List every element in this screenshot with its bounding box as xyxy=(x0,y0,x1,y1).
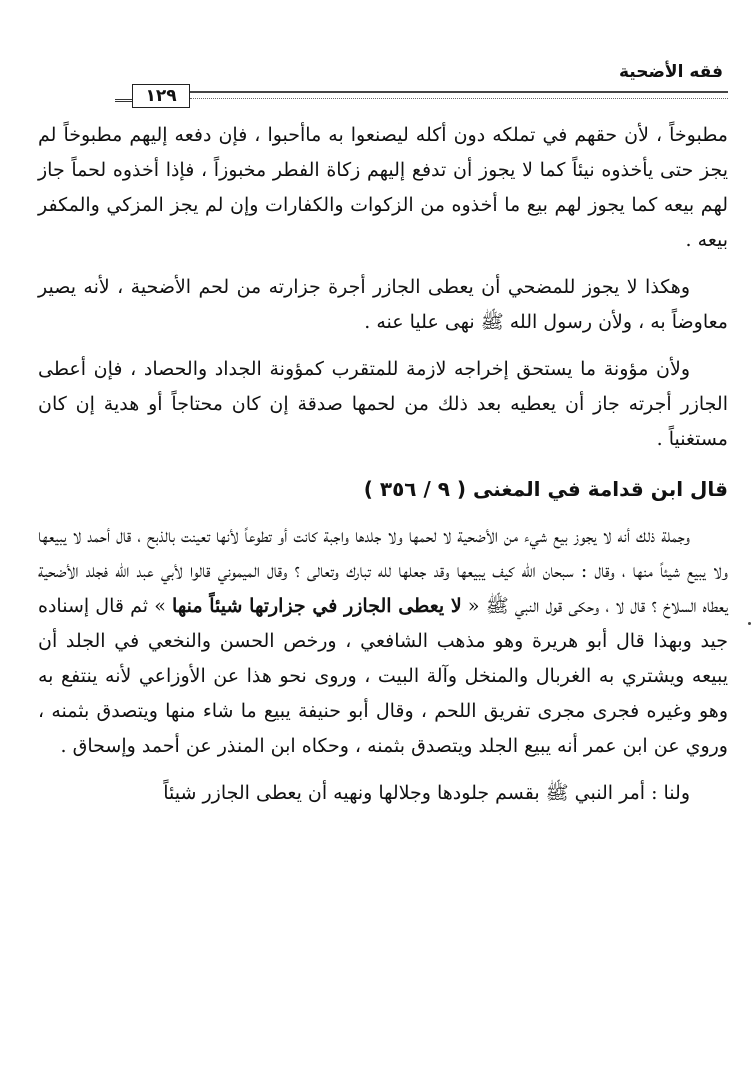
paragraph-3: ولأن مؤونة ما يستحق إخراجه لازمة للمتقرب كمؤونة الجداد والحصاد ، فإن أعطى الجازر أجرته جاز أن يعطيه بعد ذلك من لحمها صدقة إن كان محتاجاً أو هدية إن كان مستغنياً . xyxy=(38,358,728,450)
last-paragraph: ولنا : أمر النبي ﷺ بقسم جلودها وجلالها ونهيه أن يعطى الجازر شيئاً xyxy=(163,782,690,804)
paragraph-1: مطبوخاً ، لأن حقهم في تملكه دون أكله ليصنعوا به ماأحبوا ، فإن دفعه إليهم مطبوخاً لم يجز حتى يأخذوه نيئاً كما لا يجوز أن تدفع إليهم زكاة الفطر مخبوزاً ، فإذا أخذوه لحماً جاز لهم بيعه كما يجوز لهم بيع ما أخذوه من الزكوات والكفارات وإن لم يجز المزكي والمكفر بيعه . xyxy=(38,124,728,251)
margin-dot xyxy=(748,622,751,625)
quote-text-before: وجملة ذلك أنه لا يجوز بيع شيء من الأضحية لا لحمها ولا جلدها واجبة كانت أو تطوعاً لأنها تعينت بالذبح ، قال أحمد لا يبيعها ولا يبيع شيئاً منها ، وقال : سبحان الله كيف يبيعها وقد جعلها لله تبارك وتعالى ؟ وقال الميموني قالوا لأبي عبد الله فجلد الأضحية يعطاه السلاخ ؟ قال لا ، وحكى قول النبي ﷺ « xyxy=(38,525,728,617)
page-header xyxy=(0,58,753,108)
quote-text-after: » ثم قال إسناده جيد وبهذا قال أبو هريرة وهو مذهب الشافعي ، ورخص الحسن والنخعي في الجلد أن يبيعه ويشتري به الغربال والمنخل وآلة البيت ، وروى نحو هذا عن الأوزاعي لأنه ينتفع به وهو وغيره فجرى مجرى تفريق اللحم ، وقال أبو حنيفة يبيع ما شاء منها ويتصدق بثمنه ، وروي عن ابن عمر أنه يبيع الجلد ويتصدق بثمنه ، وحكاه ابن المنذر عن أحمد وإسحاق . xyxy=(38,595,728,757)
page-number-box xyxy=(132,84,190,108)
paragraph-2: وهكذا لا يجوز للمضحي أن يعطى الجازر أجرة جزارته من لحم الأضحية ، لأنه يصير معاوضاً به ، ولأن رسول الله ﷺ نهى عليا عنه . xyxy=(38,276,728,333)
body-text xyxy=(38,118,728,823)
section-heading: قال ابن قدامة في المغنى ( ٩ / ٣٥٦ ) xyxy=(363,477,728,501)
running-title: فقه الأضحية xyxy=(618,62,723,82)
page-number: ١٢٩ xyxy=(145,86,177,106)
hadith-text: لا يعطى الجازر في جزارتها شيئاً منها xyxy=(172,595,462,617)
header-rule-left xyxy=(115,99,132,102)
quote-paragraph xyxy=(38,519,728,764)
header-rule-right xyxy=(190,91,728,99)
